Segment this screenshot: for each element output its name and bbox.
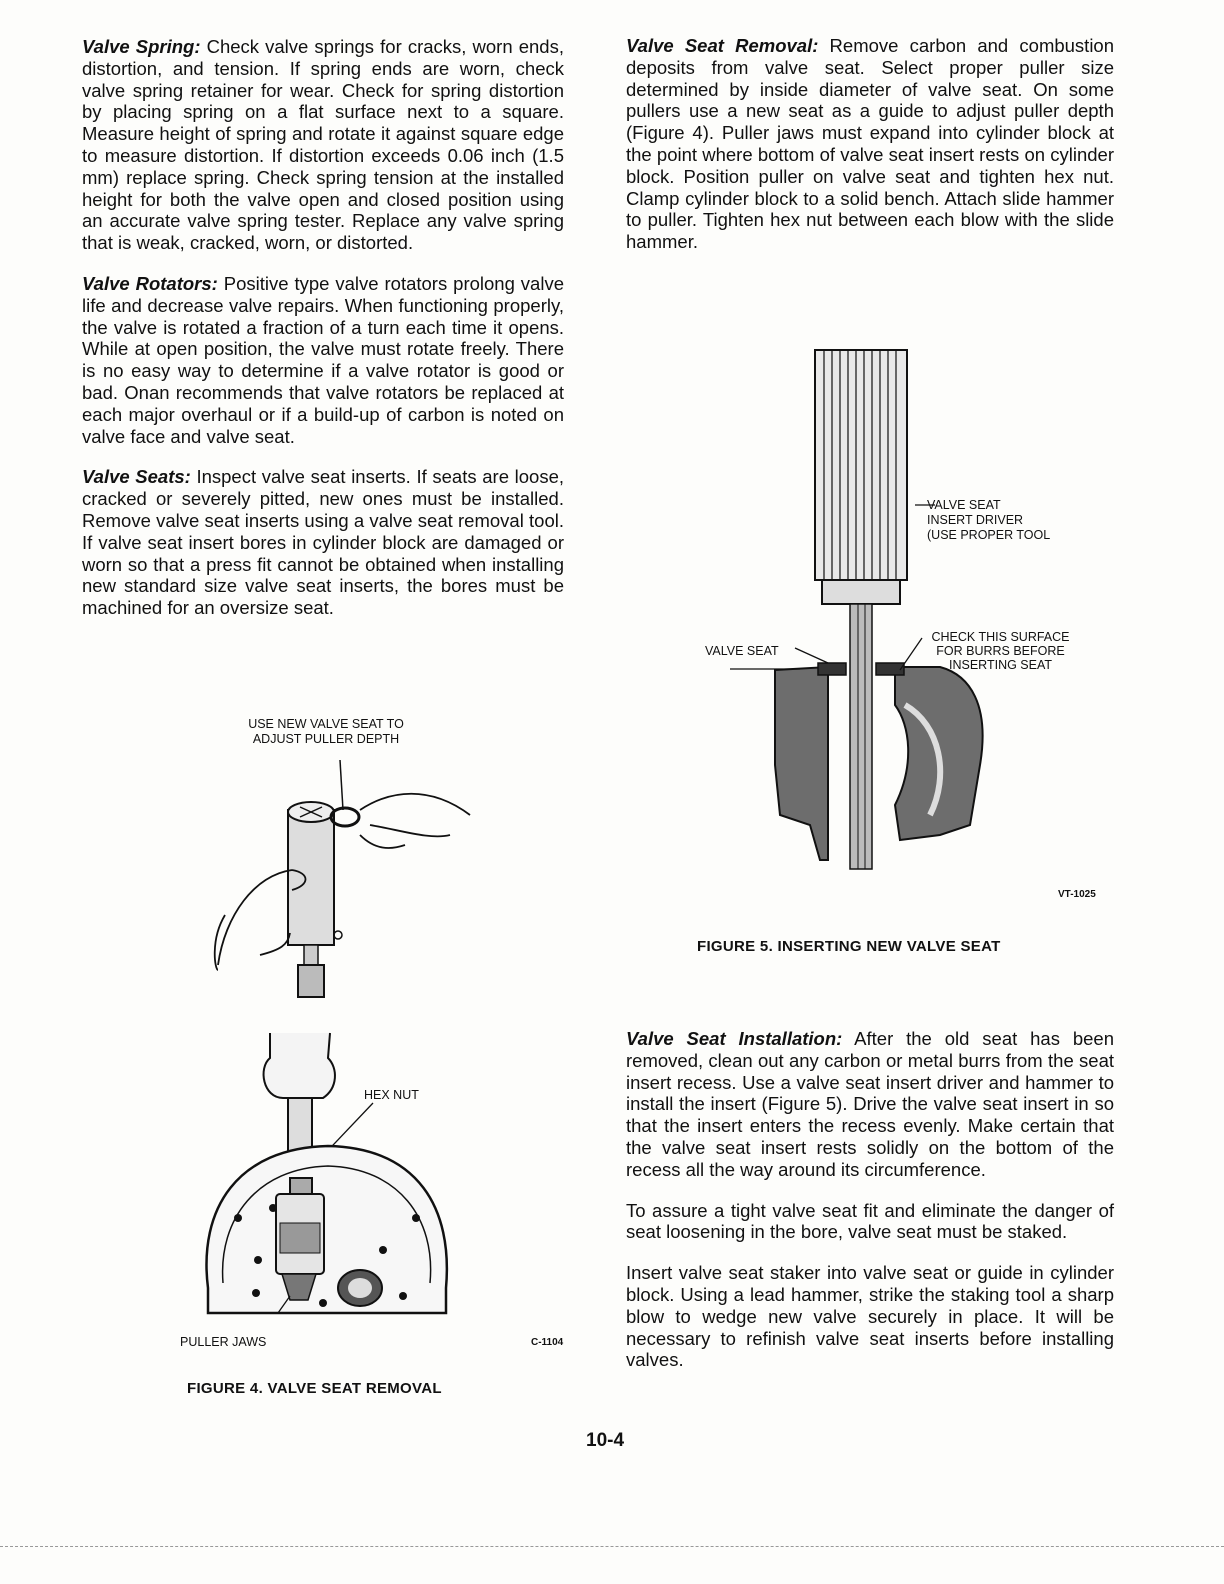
valve-seat-installation-paragraph xyxy=(626,1028,1114,1181)
fig5-code: VT-1025 xyxy=(1058,889,1096,900)
valve-seat-removal-heading: Valve Seat Removal: xyxy=(626,35,819,56)
staking-paragraph-1: To assure a tight valve seat fit and eliminate the danger of seat loosening in the bore, valve seat must be staked. xyxy=(626,1199,1114,1243)
fig4-upper-illustration xyxy=(200,755,490,1000)
left-column xyxy=(82,36,564,638)
staking-paragraph-2: Insert valve seat staker into valve seat or guide in cylinder block. Using a lead hammer, strike the staking tool a sharp blow to wedge new valve securely in place. It will be necessary to refinish valve seat inserts before installing valves. xyxy=(626,1262,1114,1371)
right-column-top xyxy=(626,35,1114,272)
fig5-label-driver: VALVE SEAT INSERT DRIVER (USE PROPER TOOL xyxy=(927,498,1051,542)
valve-spring-paragraph xyxy=(82,36,564,254)
right-column-bottom xyxy=(626,1028,1114,1390)
valve-seats-paragraph xyxy=(82,466,564,619)
fig5-label-valve-seat: VALVE SEAT xyxy=(705,644,779,658)
fig5-illustration xyxy=(700,345,1030,875)
fig5-label-check-surface: CHECK THIS SURFACE FOR BURRS BEFORE INSERTING SEAT xyxy=(931,630,1070,672)
valve-seats-heading: Valve Seats: xyxy=(82,466,191,488)
fig4-label-puller-jaws: PULLER JAWS xyxy=(180,1335,267,1349)
fig4-label-new-seat: USE NEW VALVE SEAT TO ADJUST PULLER DEPTH xyxy=(248,717,404,746)
valve-rotators-heading: Valve Rotators: xyxy=(82,272,218,294)
valve-seat-removal-text: Remove carbon and combustion deposits from valve seat. Select proper puller size determined by inside diameter of valve seat. On some pullers use a new seat as a guide to adjust puller depth (Figure 4). Puller jaws must expand into cylinder block at the point where bottom of valve seat insert rests on cylinder block. Position puller on valve seat and tighten hex nut. Clamp cylinder block to a solid bench. Attach slide hammer to puller. Tighten hex nut between each blow with the slide hammer. xyxy=(626,35,1115,253)
fig4-caption: FIGURE 4. VALVE SEAT REMOVAL xyxy=(187,1380,442,1397)
valve-seats-text: Inspect valve seat inserts. If seats are loose, cracked or severely pitted, new ones must be installed. Remove valve seat inserts using a valve seat removal tool. If valve seat insert bores in cylinder block are damaged or worn so that a press fit cannot be obtained when installing new standard size valve seat inserts, the bores must be machined for an oversize seat. xyxy=(82,466,564,619)
fig4-label-hex-nut: HEX NUT xyxy=(364,1088,419,1102)
valve-seat-installation-heading: Valve Seat Installation: xyxy=(626,1028,843,1049)
page-number: 10-4 xyxy=(586,1430,625,1451)
fig5-caption: FIGURE 5. INSERTING NEW VALVE SEAT xyxy=(697,938,1001,955)
valve-seat-removal-paragraph xyxy=(626,35,1114,253)
valve-rotators-paragraph xyxy=(82,273,564,447)
fig4-lower-illustration xyxy=(198,1028,458,1333)
fig4-code: C-1104 xyxy=(531,1337,564,1348)
valve-spring-heading: Valve Spring: xyxy=(82,36,201,57)
valve-spring-text: Check valve springs for cracks, worn ends, distortion, and tension. If spring ends are worn, check valve spring retainer for wear. Check for spring distortion by placing spring on a flat surface next to a square. Measure height of spring and rotate it against square edge to measure distortion. If distortion exceeds 0.06 inch (1.5 mm) replace spring. Check spring tension at the installed height for both the valve open and closed position using an accurate valve spring tester. Replace any valve spring that is weak, cracked, worn, or distorted. xyxy=(82,36,564,254)
valve-rotators-text: Positive type valve rotators prolong valve life and decrease valve repairs. When functioning properly, the valve is rotated a fraction of a turn each time it opens. While at open position, the valve must rotate freely. There is no easy way to determine if a valve rotator is good or bad. Onan recommends that valve rotators be replaced at each major overhaul or if a build-up of carbon is noted on valve face and valve seat. xyxy=(82,272,564,447)
footer-rule xyxy=(0,1546,1224,1548)
valve-seat-installation-text: After the old seat has been removed, clean out any carbon or metal burrs from the seat insert recess. Use a valve seat insert driver and hammer to install the insert (Figure 5). Drive the valve seat insert in so that the insert enters the recess evenly. Make certain that the valve seat insert rests solidly on the bottom of the recess all the way around its circumference. xyxy=(626,1028,1114,1180)
